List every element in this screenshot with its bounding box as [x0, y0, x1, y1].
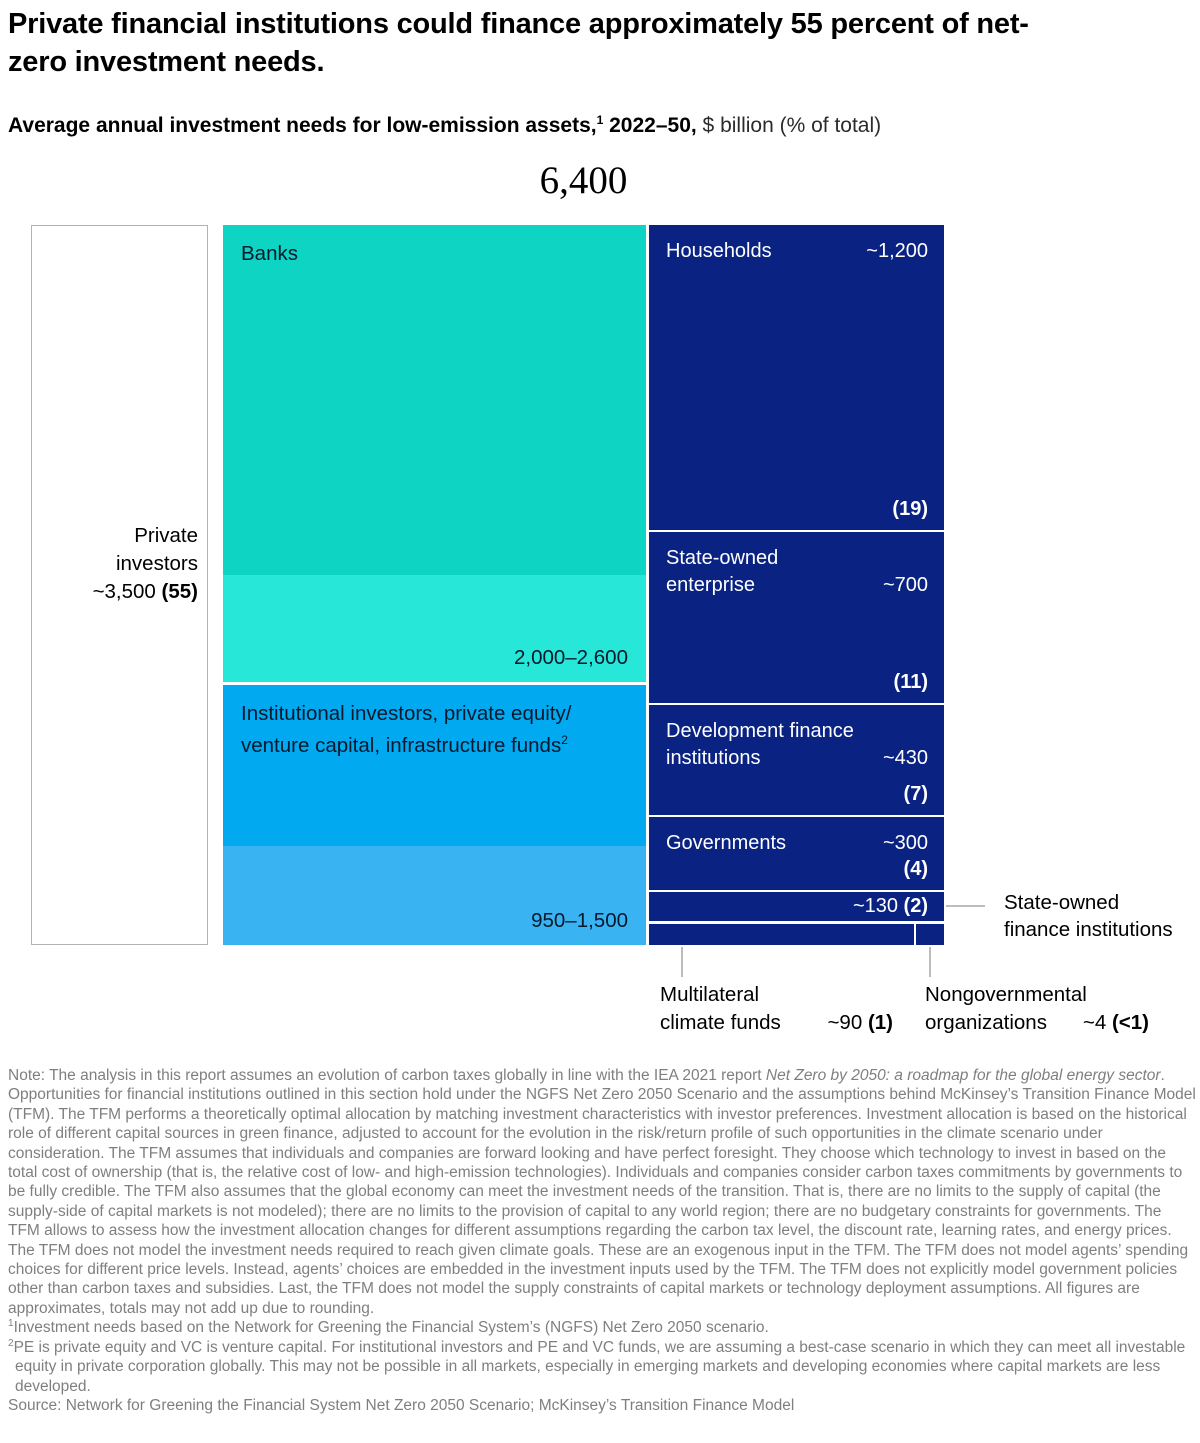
total-value: 6,400 [539, 159, 628, 202]
segment-institutional-lower [223, 685, 646, 846]
footnote-block [8, 1066, 1196, 1415]
private-investors-line2: investors [115, 552, 198, 575]
segment-multilateral-climate-funds [649, 924, 914, 945]
households-value: ~1,200 [866, 240, 928, 262]
segment-nongovernmental-organizations [916, 924, 944, 945]
footnote-2 [8, 1338, 1196, 1396]
ngo-label-line2: organizations [925, 1011, 1047, 1034]
institutional-label-line1: Institutional investors, private equity/ [241, 702, 572, 725]
households-label: Households [666, 240, 772, 262]
ngo-value [1083, 1009, 1149, 1037]
footnote-2-marker: 2 [8, 1337, 14, 1349]
private-investors-label [93, 522, 198, 606]
ngo-callout [925, 981, 1149, 1037]
note-rest: . Opportunities for financial institutions outlined in this section hold under the NGFS Net Zero 2050 Scenario and the assumptions behind McKinsey’s Transition Finance Model (TFM). The TFM performs a theoretically optimal allocation by matching investment characteristics with investor preferences. Investment allocation is based on the historical role of different capital sources in green finance, adjusted to account for the evolution in the risk/return profile of such opportunities in the climate scenario under consideration. The TFM assumes that individuals and companies are forward looking and have perfect foresight. They choose which technology to invest in based on the total cost of ownership (that is, the relative cost of low- and high-emission technologies). Individuals and companies consider carbon taxes commitments by governments to be fully credible. The TFM also assumes that the global economy can meet the investment needs of the transition. That is, there are no limits to the supply of capital (the supply-side of capital markets is not modeled); there are no limits to the provision of capital to any world region; there are no budgetary constraints for governments. The TFM allows to assess how the investment allocation changes for different assumptions regarding the carbon tax level, the discount rate, learning rates, and energy prices. The TFM does not model the investment needs required to reach given climate goals. These are an exogenous input in the TFM. The TFM does not model agents’ spending choices for different price levels. Instead, agents’ choices are embedded in the investment inputs used by the TFM. The TFM does not explicitly model government policies other than carbon taxes and subsidies. Last, the TFM does not model the supply constraints of capital markets or technology deployment assumptions. All figures are approximates, totals may not add up due to rounding. [8, 1067, 1196, 1317]
ngo-value-number: ~4 [1082, 1011, 1112, 1034]
segment-banks-lower [223, 225, 646, 575]
mcf-leader-line [681, 947, 683, 977]
footnote-1-text: Investment needs based on the Network for Greening the Financial System’s (NGFS) Net Zero 2050 scenario. [13, 1319, 769, 1337]
footnote-1-marker: 1 [8, 1318, 14, 1330]
source-line: Source: Network for Greening the Financial System Net Zero 2050 Scenario; McKinsey’s Transition Finance Model [8, 1396, 795, 1414]
sofi-external-label [1004, 889, 1173, 943]
subtitle-footnote-marker: 1 [596, 113, 604, 127]
segment-state-owned-finance-institutions [649, 892, 944, 921]
subtitle-bold-part: Average annual investment needs for low-emission assets, [8, 114, 597, 137]
dfi-value: ~430 [882, 747, 928, 769]
mcf-label-line1: Multilateral [660, 983, 760, 1006]
sofi-value: ~130 [852, 895, 904, 917]
subtitle-bold-years: 2022–50, [603, 114, 697, 137]
institutional-label [241, 700, 571, 759]
sofi-leader-line [946, 905, 985, 907]
households-pct: (19) [892, 498, 928, 520]
dfi-pct: (7) [903, 783, 928, 805]
segment-development-finance-institutions [649, 705, 944, 815]
institutional-range-value: 950–1,500 [531, 909, 628, 932]
banks-range-value: 2,000–2,600 [513, 646, 628, 669]
dfi-label-line2: institutions [666, 747, 761, 769]
footnote-1 [8, 1318, 1196, 1337]
footnote-2-text: PE is private equity and VC is venture capital. For institutional investors and PE and VC funds, we are assuming a best-case scenario in which they can meet all investable equity in private corporation globally. This may not be possible in all markets, especially in emerging markets and developing economies where capital markets are less developed. [13, 1338, 1186, 1395]
governments-value: ~300 [882, 832, 928, 854]
banks-label: Banks [241, 242, 298, 265]
segment-state-owned-enterprise [649, 532, 944, 703]
mcf-value-number: ~90 [827, 1011, 868, 1034]
segment-governments [649, 817, 944, 890]
ngo-leader-line [929, 947, 931, 977]
governments-label: Governments [666, 832, 787, 854]
page-title: Private financial institutions could finance approximately 55 percent of net-zero investment needs. [8, 8, 1029, 78]
dfi-label-line1: Development finance [666, 720, 854, 742]
ngo-pct: (<1) [1111, 1011, 1149, 1034]
sofi-pct: (2) [903, 895, 928, 917]
soe-label-line1: State-owned [666, 547, 779, 569]
governments-pct: (4) [903, 858, 928, 880]
ngo-label-line1: Nongovernmental [925, 983, 1087, 1006]
mcf-label-line2: climate funds [660, 1011, 781, 1034]
segment-banks-range [223, 575, 646, 682]
note-prefix: Note: The analysis in this report assumes an evolution of carbon taxes globally in line with the IEA 2021 report [8, 1067, 766, 1084]
soe-label-line2: enterprise [666, 574, 755, 596]
note-paragraph [8, 1066, 1196, 1318]
institutional-label-line2: venture capital, infrastructure funds [241, 733, 562, 757]
private-investors-bracket-box [31, 225, 208, 945]
mcf-pct: (1) [867, 1011, 893, 1034]
mcf-value [827, 1009, 893, 1037]
institutional-footnote-marker: 2 [561, 733, 568, 747]
segment-households [649, 225, 944, 530]
mcf-callout [660, 981, 893, 1037]
private-investors-value: ~3,500 [92, 580, 162, 603]
sofi-external-line1: State-owned [1004, 891, 1120, 914]
private-investors-pct: (55) [161, 580, 198, 603]
segment-institutional-range [223, 846, 646, 945]
subtitle-unit: $ billion (% of total) [696, 114, 882, 137]
soe-value: ~700 [882, 574, 928, 596]
soe-pct: (11) [893, 671, 928, 693]
sofi-external-line2: finance institutions [1004, 918, 1173, 941]
private-investors-line1: Private [134, 524, 198, 547]
chart-subtitle [8, 113, 881, 138]
note-italic-title: Net Zero by 2050: a roadmap for the global energy sector [765, 1067, 1161, 1084]
